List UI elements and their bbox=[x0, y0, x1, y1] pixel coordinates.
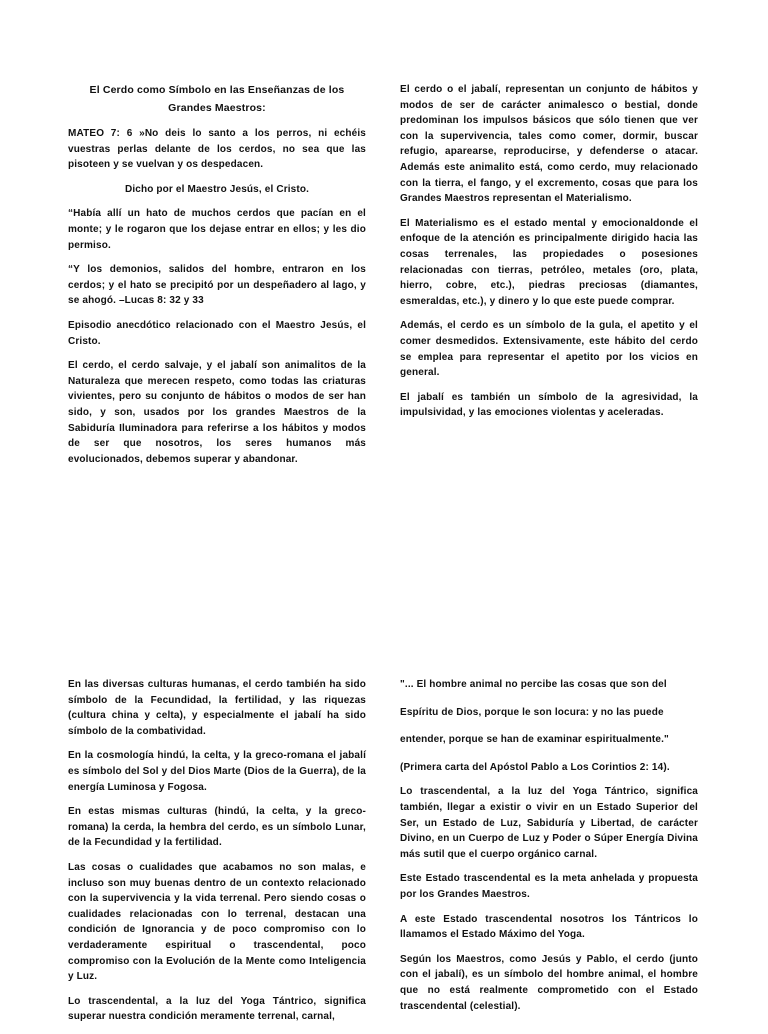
quote-line: Espíritu de Dios, porque le son locura: y no las puede bbox=[400, 706, 664, 718]
attribution: Dicho por el Maestro Jesús, el Cristo. bbox=[124, 183, 310, 195]
citation: (Primera carta del Apóstol Pablo a Los Corintios 2: 14). bbox=[400, 761, 670, 773]
bottom-right-column bbox=[400, 677, 698, 1023]
paragraph: Además, el cerdo es un símbolo de la gula, el apetito y el comer desmedidos. Extensivamente, este hábito del cerdo se emplea para representar el apetito por los vicios en general. bbox=[400, 320, 698, 379]
paragraph: En la cosmología hindú, la celta, y la greco-romana el jabalí es símbolo del Sol y del Dios Marte (Dios de la Guerra), de la energía Luminosa y Fogosa. bbox=[68, 750, 366, 793]
paragraph: Lo trascendental, a la luz del Yoga Tántrico, significa también, llegar a existir o vivir en un Estado Superior del Ser, un Estado de Luz, Sabiduría y Libertad, de carácter Divino, en un Cuerpo de Luz y Poder o Súper Energía Divina más sutil que el cuerpo orgánico carnal. bbox=[400, 786, 698, 860]
bottom-left-column bbox=[68, 677, 366, 1034]
paragraph: El cerdo, el cerdo salvaje, y el jabalí son animalitos de la Naturaleza que merecen respeto, como todas las criaturas vivientes, pero su conjunto de hábitos o modos de ser han sido, y son, usados por los grandes Maestros de la Sabiduría Iluminadora para referirse a los hábitos y modos de ser que nosotros, los seres humanos más evolucionados, debemos superar y abandonar. bbox=[68, 360, 366, 465]
paragraph: En las diversas culturas humanas, el cerdo también ha sido símbolo de la Fecundidad, la fertilidad, y las riquezas (cultura china y celta), y especialmente el jabalí ha sido símbolo de la combatividad. bbox=[68, 679, 366, 737]
paragraph: El cerdo o el jabalí, representan un conjunto de hábitos y modos de ser de carácter animalesco o bestial, donde predominan los impulsos básicos que sólo tienen que ver con la supervivencia, tales como comer, dormir, buscar refugio, aparearse, reproducirse, y defenderse o atacar. Además este animalito está, como cerdo, muy relacionado con la tierra, el fango, y el excremento, cosas que para los Grandes Maestros representan el Materialismo. bbox=[400, 84, 698, 205]
paragraph: En estas mismas culturas (hindú, la celta, y la greco-romana) la cerda, la hembra del cerdo, es un símbolo Lunar, de la Fecundidad y la fertilidad. bbox=[68, 806, 366, 849]
paragraph: El Materialismo es el estado mental y emocionaldonde el enfoque de la atención es principalmente dirigido hacia las cosas terrenales, las propiedades o posesiones relacionadas con tierras, petróleo, metales (oro, plata, hierro, cobre, etc.), piedras preciosas (diamantes, esmeraldas, etc.), y dinero y lo que este puede comprar. bbox=[400, 217, 698, 307]
top-left-column bbox=[68, 82, 366, 476]
paragraph: MATEO 7: 6 »No deis lo santo a los perros, ni echéis vuestras perlas delante de los cerdos, no sea que las pisoteen y se vuelvan y os despedacen. bbox=[68, 128, 366, 171]
paragraph: A este Estado trascendental nosotros los Tántricos lo llamamos el Estado Máximo del Yoga. bbox=[400, 913, 698, 941]
quote-line: entender, porque se han de examinar espiritualmente." bbox=[400, 734, 669, 746]
paragraph: “Y los demonios, salidos del hombre, entraron en los cerdos; y el hato se precipitó por un despeñadero al lago, y se ahogó. –Lucas 8: 32 y 33 bbox=[68, 264, 366, 307]
paragraph: Según los Maestros, como Jesús y Pablo, el cerdo (junto con el jabalí), es un símbolo del hombre animal, el hombre que no está realmente comprometido con el Estado trascendental (celestial). bbox=[400, 953, 698, 1012]
paragraph: El jabalí es también un símbolo de la agresividad, la impulsividad, y las emociones violentas y aceleradas. bbox=[400, 391, 698, 419]
document-title: El Cerdo como Símbolo en las Enseñanzas de los Grandes Maestros: bbox=[89, 84, 345, 114]
paragraph: Este Estado trascendental es la meta anhelada y propuesta por los Grandes Maestros. bbox=[400, 873, 698, 900]
top-right-column bbox=[400, 82, 698, 430]
paragraph: Lo trascendental, a la luz del Yoga Tántrico, significa superar nuestra condición meramente terrenal, carnal, bbox=[68, 995, 366, 1023]
paragraph: Episodio anecdótico relacionado con el Maestro Jesús, el Cristo. bbox=[68, 319, 366, 347]
paragraph: “Había allí un hato de muchos cerdos que pacían en el monte; y le rogaron que los dejase entrar en ellos; y les dio permiso. bbox=[68, 208, 366, 251]
paragraph: Las cosas o cualidades que acabamos no son malas, e incluso son muy buenas dentro de un contexto relacionado con la supervivencia y la vida terrenal. Pero siendo cosas o cualidades relacionadas con lo terrenal, destacan una condición de Ignorancia y de poco compromiso con lo verdaderamente espiritual o trascendental, poco compromiso con la Evolución de la Mente como Inteligencia y Luz. bbox=[68, 861, 366, 983]
quote-line: "... El hombre animal no percibe las cosas que son del bbox=[400, 679, 667, 690]
